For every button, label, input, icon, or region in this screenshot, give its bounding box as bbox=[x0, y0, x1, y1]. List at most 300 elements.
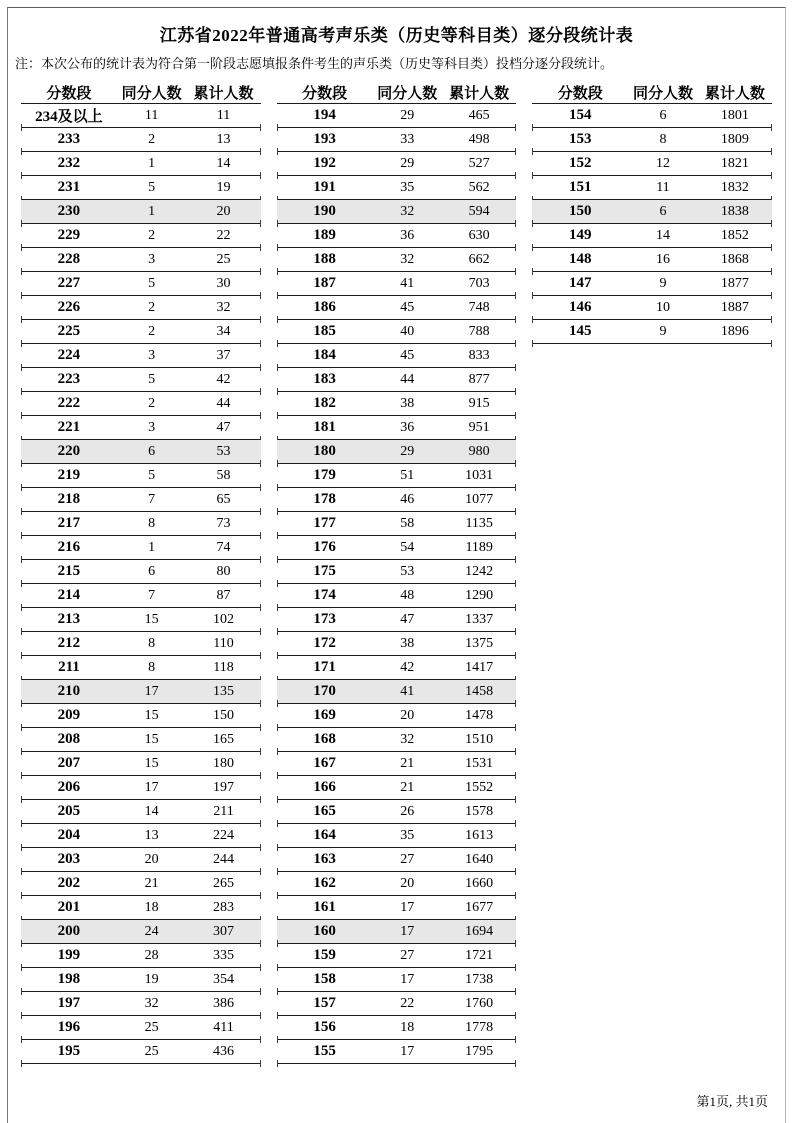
count-cell: 15 bbox=[144, 755, 159, 771]
table-row bbox=[277, 944, 517, 968]
count-cell: 46 bbox=[400, 491, 415, 507]
count-cell: 25 bbox=[144, 1019, 159, 1035]
count-cell: 21 bbox=[144, 875, 159, 891]
cumulative-cell: 951 bbox=[468, 419, 490, 435]
count-cell: 21 bbox=[400, 779, 415, 795]
count-cell: 54 bbox=[400, 539, 415, 555]
cumulative-cell: 44 bbox=[216, 395, 231, 411]
column-header-cumulative: 累计人数 bbox=[449, 85, 510, 102]
count-cell: 41 bbox=[400, 275, 415, 291]
page-number: 第1页, 共1页 bbox=[696, 1094, 768, 1109]
count-cell: 11 bbox=[656, 179, 670, 195]
score-cell: 232 bbox=[57, 155, 81, 171]
cumulative-cell: 980 bbox=[468, 443, 490, 459]
cumulative-cell: 1852 bbox=[720, 227, 749, 243]
table-row bbox=[21, 536, 261, 560]
table-row bbox=[532, 152, 772, 176]
table-row bbox=[277, 848, 517, 872]
cumulative-cell: 165 bbox=[213, 731, 234, 747]
table-row bbox=[21, 128, 261, 152]
cumulative-cell: 788 bbox=[468, 323, 490, 339]
score-cell: 228 bbox=[57, 251, 81, 267]
score-cell: 167 bbox=[313, 755, 336, 771]
count-cell: 27 bbox=[400, 851, 415, 867]
table-row bbox=[277, 152, 517, 176]
score-cell: 207 bbox=[57, 755, 81, 771]
count-cell: 17 bbox=[144, 683, 159, 699]
score-table-2 bbox=[277, 81, 517, 1064]
score-cell: 151 bbox=[569, 179, 592, 195]
score-cell: 164 bbox=[313, 827, 336, 843]
count-cell: 6 bbox=[148, 443, 156, 459]
count-cell: 6 bbox=[148, 563, 156, 579]
table-row bbox=[21, 176, 261, 200]
table-row bbox=[21, 608, 261, 632]
cumulative-cell: 498 bbox=[468, 131, 490, 147]
cumulative-cell: 1694 bbox=[465, 923, 494, 939]
cumulative-cell: 1868 bbox=[720, 251, 749, 267]
table-row bbox=[277, 728, 517, 752]
score-cell: 163 bbox=[313, 851, 336, 867]
cumulative-cell: 80 bbox=[216, 563, 231, 579]
count-cell: 5 bbox=[148, 275, 156, 291]
page-title: 江苏省2022年普通高考声乐类（历史等科目类）逐分段统计表 bbox=[159, 26, 634, 45]
cumulative-cell: 354 bbox=[213, 971, 234, 987]
score-cell: 221 bbox=[57, 419, 81, 435]
table-row bbox=[277, 176, 517, 200]
table-row bbox=[277, 824, 517, 848]
score-cell: 176 bbox=[313, 539, 336, 555]
cumulative-cell: 1242 bbox=[465, 563, 494, 579]
score-cell: 204 bbox=[57, 827, 81, 843]
cumulative-cell: 1478 bbox=[465, 707, 494, 723]
count-cell: 3 bbox=[148, 347, 156, 363]
table-row bbox=[532, 104, 772, 128]
count-cell: 8 bbox=[148, 635, 156, 651]
count-cell: 13 bbox=[144, 827, 159, 843]
score-cell: 218 bbox=[57, 491, 81, 507]
count-cell: 15 bbox=[144, 731, 159, 747]
score-cell: 219 bbox=[57, 467, 81, 483]
count-cell: 47 bbox=[400, 611, 415, 627]
table-row bbox=[277, 392, 517, 416]
count-cell: 45 bbox=[400, 347, 415, 363]
table-row bbox=[277, 344, 517, 368]
table-body bbox=[277, 104, 517, 1064]
table-row bbox=[21, 416, 261, 440]
table-row bbox=[277, 632, 517, 656]
table-row bbox=[21, 872, 261, 896]
count-cell: 35 bbox=[400, 179, 415, 195]
table-row bbox=[21, 392, 261, 416]
table-row bbox=[21, 776, 261, 800]
score-cell: 233 bbox=[57, 131, 81, 147]
score-cell: 173 bbox=[313, 611, 336, 627]
score-table-3 bbox=[532, 81, 772, 344]
score-cell: 210 bbox=[57, 683, 81, 699]
table-body bbox=[21, 104, 261, 1064]
table-row bbox=[277, 464, 517, 488]
count-cell: 35 bbox=[400, 827, 415, 843]
score-cell: 225 bbox=[57, 323, 81, 339]
count-cell: 5 bbox=[148, 371, 156, 387]
cumulative-cell: 527 bbox=[468, 155, 490, 171]
cumulative-cell: 411 bbox=[213, 1019, 234, 1035]
score-cell: 229 bbox=[57, 227, 81, 243]
score-cell: 200 bbox=[57, 923, 81, 939]
count-cell: 32 bbox=[400, 731, 415, 747]
score-cell: 214 bbox=[57, 587, 81, 603]
cumulative-cell: 197 bbox=[213, 779, 234, 795]
table-row bbox=[277, 752, 517, 776]
count-cell: 2 bbox=[148, 227, 156, 243]
score-cell: 190 bbox=[313, 203, 336, 219]
document-page bbox=[7, 7, 786, 1123]
table-row bbox=[21, 440, 261, 464]
score-cell: 224 bbox=[57, 347, 81, 363]
table-row bbox=[277, 512, 517, 536]
cumulative-cell: 1290 bbox=[465, 587, 494, 603]
tables-container bbox=[21, 81, 772, 1064]
cumulative-cell: 42 bbox=[216, 371, 231, 387]
count-cell: 33 bbox=[400, 131, 415, 147]
score-cell: 183 bbox=[313, 371, 336, 387]
cumulative-cell: 14 bbox=[216, 155, 231, 171]
count-cell: 32 bbox=[144, 995, 159, 1011]
cumulative-cell: 1510 bbox=[465, 731, 494, 747]
score-cell: 180 bbox=[313, 443, 336, 459]
count-cell: 1 bbox=[148, 203, 156, 219]
cumulative-cell: 1677 bbox=[465, 899, 494, 915]
count-cell: 8 bbox=[148, 515, 156, 531]
score-cell: 203 bbox=[57, 851, 81, 867]
cumulative-cell: 102 bbox=[213, 611, 234, 627]
table-row bbox=[532, 248, 772, 272]
table-row bbox=[277, 1016, 517, 1040]
cumulative-cell: 1135 bbox=[465, 515, 493, 531]
count-cell: 22 bbox=[400, 995, 415, 1011]
score-cell: 195 bbox=[57, 1043, 81, 1059]
count-cell: 36 bbox=[400, 419, 415, 435]
table-row bbox=[277, 128, 517, 152]
count-cell: 6 bbox=[659, 203, 667, 219]
table-row bbox=[21, 800, 261, 824]
count-cell: 7 bbox=[148, 491, 156, 507]
count-cell: 51 bbox=[400, 467, 415, 483]
table-row bbox=[21, 320, 261, 344]
cumulative-cell: 1458 bbox=[465, 683, 494, 699]
score-cell: 220 bbox=[57, 443, 81, 459]
count-cell: 27 bbox=[400, 947, 415, 963]
cumulative-cell: 1821 bbox=[720, 155, 749, 171]
count-cell: 19 bbox=[144, 971, 159, 987]
cumulative-cell: 1809 bbox=[720, 131, 749, 147]
count-cell: 6 bbox=[659, 107, 667, 123]
score-cell: 168 bbox=[313, 731, 336, 747]
score-cell: 197 bbox=[57, 995, 81, 1011]
table-row bbox=[21, 848, 261, 872]
table-row bbox=[21, 512, 261, 536]
column-header-score: 分数段 bbox=[557, 85, 603, 102]
cumulative-cell: 118 bbox=[213, 659, 234, 675]
count-cell: 48 bbox=[400, 587, 415, 603]
score-cell: 172 bbox=[313, 635, 336, 651]
cumulative-cell: 1552 bbox=[465, 779, 494, 795]
cumulative-cell: 20 bbox=[216, 203, 231, 219]
cumulative-cell: 211 bbox=[213, 803, 234, 819]
count-cell: 21 bbox=[400, 755, 415, 771]
cumulative-cell: 110 bbox=[213, 635, 234, 651]
column-header-count: 同分人数 bbox=[632, 85, 693, 102]
cumulative-cell: 877 bbox=[468, 371, 490, 387]
cumulative-cell: 34 bbox=[216, 323, 231, 339]
column-header-score: 分数段 bbox=[46, 85, 92, 102]
table-row bbox=[21, 560, 261, 584]
count-cell: 29 bbox=[400, 107, 415, 123]
count-cell: 5 bbox=[148, 467, 156, 483]
cumulative-cell: 11 bbox=[216, 107, 231, 123]
cumulative-cell: 135 bbox=[213, 683, 234, 699]
count-cell: 1 bbox=[148, 539, 156, 555]
cumulative-cell: 265 bbox=[213, 875, 234, 891]
cumulative-cell: 748 bbox=[468, 299, 490, 315]
score-cell: 184 bbox=[313, 347, 336, 363]
count-cell: 38 bbox=[400, 635, 415, 651]
score-cell: 196 bbox=[57, 1019, 81, 1035]
score-table-1 bbox=[21, 81, 261, 1064]
count-cell: 18 bbox=[400, 1019, 415, 1035]
score-cell: 216 bbox=[57, 539, 81, 555]
score-cell: 193 bbox=[313, 131, 336, 147]
cumulative-cell: 662 bbox=[468, 251, 490, 267]
cumulative-cell: 244 bbox=[213, 851, 234, 867]
table-row bbox=[277, 872, 517, 896]
score-cell: 174 bbox=[313, 587, 336, 603]
cumulative-cell: 703 bbox=[468, 275, 490, 291]
count-cell: 8 bbox=[659, 131, 667, 147]
table-row bbox=[277, 368, 517, 392]
cumulative-cell: 283 bbox=[213, 899, 234, 915]
cumulative-cell: 32 bbox=[216, 299, 231, 315]
cumulative-cell: 37 bbox=[216, 347, 231, 363]
table-row bbox=[21, 344, 261, 368]
table-row bbox=[277, 560, 517, 584]
table-row bbox=[532, 176, 772, 200]
table-row bbox=[21, 1040, 261, 1064]
table-row bbox=[277, 272, 517, 296]
count-cell: 38 bbox=[400, 395, 415, 411]
table-row bbox=[277, 488, 517, 512]
table-row bbox=[21, 680, 261, 704]
table-row bbox=[21, 488, 261, 512]
score-cell: 145 bbox=[569, 323, 592, 339]
table-body bbox=[532, 104, 772, 344]
table-row bbox=[21, 656, 261, 680]
cumulative-cell: 30 bbox=[216, 275, 231, 291]
score-cell: 187 bbox=[313, 275, 336, 291]
score-cell: 227 bbox=[57, 275, 81, 291]
table-row bbox=[277, 776, 517, 800]
score-cell: 152 bbox=[569, 155, 592, 171]
score-cell: 226 bbox=[57, 299, 81, 315]
cumulative-cell: 436 bbox=[213, 1043, 234, 1059]
score-cell: 209 bbox=[57, 707, 81, 723]
table-row bbox=[277, 800, 517, 824]
table-row bbox=[277, 992, 517, 1016]
count-cell: 12 bbox=[655, 155, 670, 171]
cumulative-cell: 335 bbox=[213, 947, 234, 963]
count-cell: 58 bbox=[400, 515, 415, 531]
count-cell: 17 bbox=[400, 971, 415, 987]
score-cell: 211 bbox=[58, 659, 80, 675]
count-cell: 1 bbox=[148, 155, 156, 171]
score-cell: 158 bbox=[313, 971, 336, 987]
table-row bbox=[21, 824, 261, 848]
cumulative-cell: 1795 bbox=[465, 1043, 494, 1059]
note-text: 注：本次公布的统计表为符合第一阶段志愿填报条件考生的声乐类（历史等科目类）投档分逐分段统计。 bbox=[15, 56, 614, 71]
count-cell: 24 bbox=[144, 923, 159, 939]
table-row bbox=[532, 320, 772, 344]
count-cell: 25 bbox=[144, 1043, 159, 1059]
score-cell: 223 bbox=[57, 371, 81, 387]
table-row bbox=[277, 608, 517, 632]
cumulative-cell: 19 bbox=[216, 179, 231, 195]
score-cell: 205 bbox=[57, 803, 81, 819]
count-cell: 20 bbox=[400, 707, 415, 723]
cumulative-cell: 1896 bbox=[720, 323, 749, 339]
cumulative-cell: 224 bbox=[213, 827, 234, 843]
count-cell: 32 bbox=[400, 251, 415, 267]
score-cell: 177 bbox=[313, 515, 336, 531]
score-cell: 182 bbox=[313, 395, 336, 411]
score-cell: 155 bbox=[313, 1043, 336, 1059]
score-cell: 169 bbox=[313, 707, 336, 723]
count-cell: 3 bbox=[148, 419, 156, 435]
score-cell: 175 bbox=[313, 563, 336, 579]
score-cell: 179 bbox=[313, 467, 336, 483]
score-cell: 199 bbox=[57, 947, 81, 963]
score-cell: 178 bbox=[313, 491, 336, 507]
table-row bbox=[532, 296, 772, 320]
score-cell: 188 bbox=[313, 251, 336, 267]
score-cell: 170 bbox=[313, 683, 336, 699]
score-cell: 230 bbox=[57, 203, 81, 219]
column-header-score: 分数段 bbox=[302, 85, 348, 102]
table-row bbox=[277, 896, 517, 920]
count-cell: 14 bbox=[655, 227, 670, 243]
count-cell: 15 bbox=[144, 611, 159, 627]
count-cell: 9 bbox=[659, 275, 667, 291]
cumulative-cell: 1738 bbox=[465, 971, 494, 987]
table-row bbox=[277, 1040, 517, 1064]
count-cell: 18 bbox=[144, 899, 159, 915]
cumulative-cell: 180 bbox=[213, 755, 234, 771]
count-cell: 15 bbox=[144, 707, 159, 723]
score-cell: 222 bbox=[57, 395, 81, 411]
score-cell: 161 bbox=[313, 899, 336, 915]
cumulative-cell: 87 bbox=[216, 587, 231, 603]
cumulative-cell: 73 bbox=[216, 515, 231, 531]
cumulative-cell: 594 bbox=[468, 203, 490, 219]
table-row bbox=[277, 224, 517, 248]
count-cell: 45 bbox=[400, 299, 415, 315]
table-row bbox=[21, 200, 261, 224]
score-cell: 165 bbox=[313, 803, 336, 819]
count-cell: 11 bbox=[144, 107, 159, 123]
table-row bbox=[21, 632, 261, 656]
score-cell: 166 bbox=[313, 779, 336, 795]
table-row bbox=[21, 584, 261, 608]
table-row bbox=[277, 416, 517, 440]
count-cell: 26 bbox=[400, 803, 415, 819]
table-row bbox=[21, 920, 261, 944]
table-row bbox=[21, 272, 261, 296]
cumulative-cell: 1077 bbox=[465, 491, 494, 507]
count-cell: 10 bbox=[655, 299, 670, 315]
table-header bbox=[532, 81, 772, 104]
table-header bbox=[277, 81, 517, 104]
count-cell: 8 bbox=[148, 659, 156, 675]
count-cell: 20 bbox=[400, 875, 415, 891]
score-cell: 159 bbox=[313, 947, 336, 963]
cumulative-cell: 47 bbox=[216, 419, 231, 435]
cumulative-cell: 22 bbox=[216, 227, 231, 243]
table-row bbox=[532, 224, 772, 248]
count-cell: 17 bbox=[144, 779, 159, 795]
cumulative-cell: 1640 bbox=[465, 851, 494, 867]
table-row bbox=[21, 992, 261, 1016]
score-cell: 157 bbox=[313, 995, 336, 1011]
table-row bbox=[277, 248, 517, 272]
column-header-cumulative: 累计人数 bbox=[193, 85, 254, 102]
cumulative-cell: 465 bbox=[468, 107, 490, 123]
score-cell: 156 bbox=[313, 1019, 336, 1035]
table-row bbox=[277, 920, 517, 944]
table-header bbox=[21, 81, 261, 104]
score-cell: 171 bbox=[313, 659, 336, 675]
cumulative-cell: 1189 bbox=[465, 539, 493, 555]
column-header-count: 同分人数 bbox=[121, 85, 182, 102]
score-cell: 191 bbox=[313, 179, 336, 195]
cumulative-cell: 1778 bbox=[465, 1019, 494, 1035]
score-cell: 212 bbox=[57, 635, 81, 651]
table-row bbox=[277, 704, 517, 728]
cumulative-cell: 1838 bbox=[720, 203, 749, 219]
table-row bbox=[21, 896, 261, 920]
count-cell: 5 bbox=[148, 179, 156, 195]
score-cell: 192 bbox=[313, 155, 336, 171]
cumulative-cell: 74 bbox=[216, 539, 231, 555]
count-cell: 41 bbox=[400, 683, 415, 699]
score-cell: 185 bbox=[313, 323, 336, 339]
score-cell: 149 bbox=[569, 227, 592, 243]
count-cell: 2 bbox=[148, 323, 156, 339]
cumulative-cell: 1877 bbox=[720, 275, 749, 291]
table-row bbox=[277, 536, 517, 560]
cumulative-cell: 58 bbox=[216, 467, 231, 483]
table-row bbox=[277, 296, 517, 320]
score-cell: 213 bbox=[57, 611, 81, 627]
score-cell: 154 bbox=[569, 107, 592, 123]
column-header-cumulative: 累计人数 bbox=[704, 85, 765, 102]
score-cell: 150 bbox=[569, 203, 592, 219]
cumulative-cell: 1721 bbox=[465, 947, 494, 963]
score-cell: 160 bbox=[313, 923, 336, 939]
count-cell: 14 bbox=[144, 803, 159, 819]
count-cell: 28 bbox=[144, 947, 159, 963]
score-cell: 206 bbox=[57, 779, 81, 795]
table-row bbox=[277, 968, 517, 992]
